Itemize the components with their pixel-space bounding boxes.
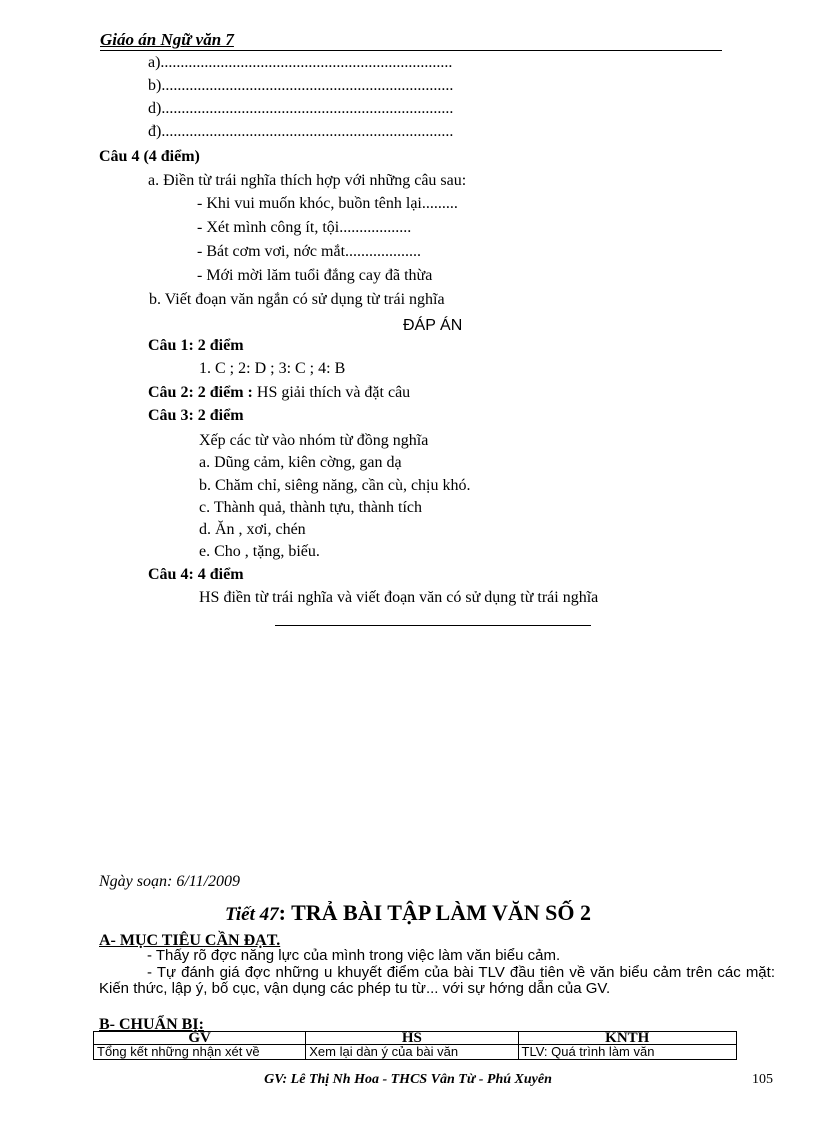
page-header-title: Giáo án Ngữ văn 7 xyxy=(100,30,234,49)
objective-1: - Thấy rõ đợc năng lực của mình trong việc làm văn biểu cảm. xyxy=(147,947,561,964)
cau4-heading: Câu 4 (4 điểm) xyxy=(99,148,200,165)
answer-2-line xyxy=(148,383,410,403)
answer-2-heading: Câu 2: 2 điểm : xyxy=(148,384,253,401)
page-number: 105 xyxy=(752,1072,773,1087)
cau4-item: - Mới mời lăm tuổi đắng cay đã thừa xyxy=(197,267,433,284)
lesson-label: Tiết 47 xyxy=(225,904,279,925)
table-cell: TLV: Quá trình làm văn xyxy=(518,1045,737,1060)
cau4-item: - Bát cơm vơi, nớc mắt................... xyxy=(197,243,422,260)
lesson-title xyxy=(0,900,816,926)
blank-line-a: a)......................................................................... xyxy=(148,54,453,71)
cau4-a-intro: a. Điền từ trái nghĩa thích hợp với những câu sau: xyxy=(148,172,467,189)
lesson-date: Ngày soạn: 6/11/2009 xyxy=(99,873,241,890)
answer-3-intro: Xếp các từ vào nhóm từ đồng nghĩa xyxy=(199,432,429,449)
preparation-table xyxy=(93,1031,737,1060)
header-rule xyxy=(100,50,722,51)
table-row xyxy=(94,1045,737,1060)
lesson-title-text: : TRẢ BÀI TẬP LÀM VĂN SỐ 2 xyxy=(278,900,591,925)
blank-line-dd: đ)......................................................................... xyxy=(148,123,454,140)
answer-3-item: d. Ăn , xơi, chén xyxy=(199,521,306,538)
cau4-item: - Khi vui muốn khóc, buồn tênh lại......... xyxy=(197,195,458,212)
answer-4-heading: Câu 4: 4 điểm xyxy=(148,566,244,583)
answer-3-heading: Câu 3: 2 điểm xyxy=(148,407,244,424)
page-footer-author: GV: Lê Thị Nh Hoa - THCS Vân Từ - Phú Xuyên xyxy=(264,1072,552,1087)
table-cell: Xem lại dàn ý của bài văn xyxy=(306,1045,518,1060)
section-separator xyxy=(275,625,591,626)
cau4-item: - Xét mình công ít, tội.................. xyxy=(197,219,412,236)
section-a-heading: A- MỤC TIÊU CẦN ĐẠT. xyxy=(99,932,281,949)
answer-4-text: HS điền từ trái nghĩa và viết đoạn văn có sử dụng từ trái nghĩa xyxy=(199,589,599,606)
answer-3-item: a. Dũng cảm, kiên cờng, gan dạ xyxy=(199,454,402,471)
objective-2: - Tự đánh giá đợc những u khuyết điểm của bài TLV đầu tiên về văn biểu cảm trên các mặt: Kiến thức, lập ý, bố cục, vận dụng các phép tu từ... với sự hớng dẫn của GV. xyxy=(99,964,775,997)
answer-1-heading: Câu 1: 2 điểm xyxy=(148,337,244,354)
answer-3-item: c. Thành quả, thành tựu, thành tích xyxy=(199,499,422,516)
answer-2-text: HS giải thích và đặt câu xyxy=(252,384,411,401)
answer-1-text: 1. C ; 2: D ; 3: C ; 4: B xyxy=(199,360,346,377)
blank-line-b: b)......................................................................... xyxy=(148,77,454,94)
table-cell: Tổng kết những nhận xét về xyxy=(94,1045,306,1060)
answer-3-item: b. Chăm chỉ, siêng năng, cần cù, chịu khó. xyxy=(199,477,471,494)
table-header-gv: GV xyxy=(94,1032,306,1045)
section-b-heading: B- CHUẨN BỊ: xyxy=(99,1016,204,1033)
table-header-row xyxy=(94,1032,737,1045)
answers-title: ĐÁP ÁN xyxy=(403,317,463,334)
table-header-hs: HS xyxy=(306,1032,518,1045)
cau4-b-line: b. Viết đoạn văn ngắn có sử dụng từ trái nghĩa xyxy=(149,291,445,308)
answer-3-item: e. Cho , tặng, biếu. xyxy=(199,543,320,560)
blank-line-d: d)......................................................................... xyxy=(148,100,454,117)
table-header-knth: KNTH xyxy=(518,1032,737,1045)
